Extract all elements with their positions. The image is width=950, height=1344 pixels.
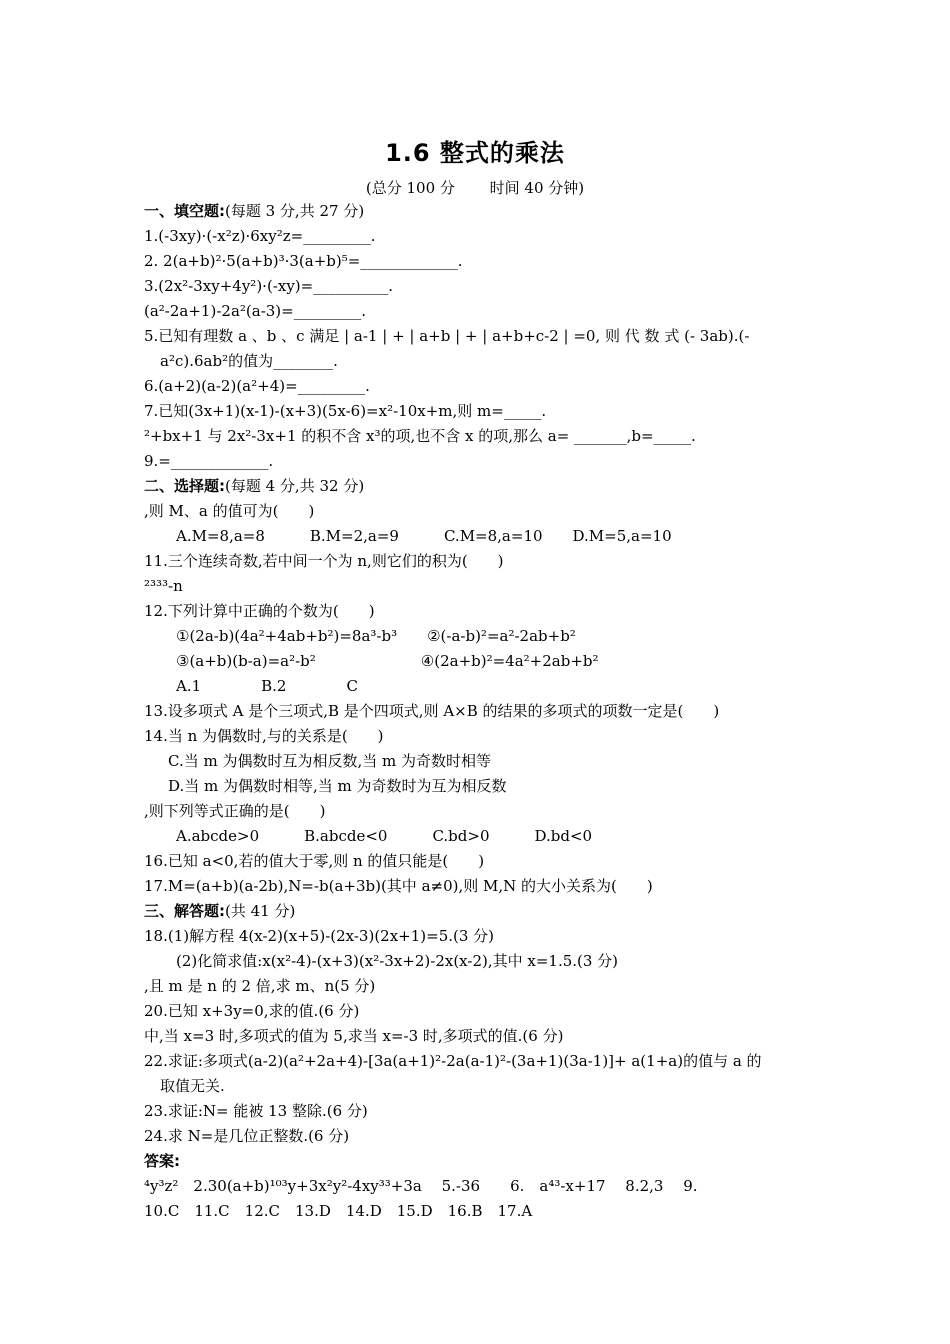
question-1: 1.(-3xy)·(-x²z)·6xy²z=_________. — [144, 227, 376, 245]
question-5-continued: a²c).6ab²的值为________. — [160, 352, 338, 370]
section-heading-choice — [144, 476, 364, 496]
section-heading-note: (每题 3 分,共 27 分) — [225, 202, 365, 220]
question-12-options: A.1 B.2 C — [176, 677, 358, 695]
answers-line-1: ⁴y³z² 2.30(a+b)¹⁰³y+3x²y²-4xy³³+3a 5.-36 6. a⁴³-x+17 8.2,3 9. — [144, 1177, 698, 1195]
question-4: (a²-2a+1)-2a²(a-3)=_________. — [144, 302, 366, 320]
question-14-option-d: D.当 m 为偶数时相等,当 m 为奇数时为互为相反数 — [168, 777, 507, 795]
question-11-fragment: ²³³³-n — [144, 577, 183, 595]
question-14: 14.当 n 为偶数时,与的关系是( ) — [144, 727, 384, 745]
question-10: ,则 M、a 的值可为( ) — [144, 502, 315, 520]
question-17: 17.M=(a+b)(a-2b),N=-b(a+3b)(其中 a≠0),则 M,N 的大小关系为( ) — [144, 877, 653, 895]
question-19: ,且 m 是 n 的 2 倍,求 m、n(5 分) — [144, 977, 376, 995]
question-12-items-2: ③(a+b)(b-a)=a²-b² ④(2a+b)²=4a²+2ab+b² — [176, 652, 599, 670]
question-21: 中,当 x=3 时,多项式的值为 5,求当 x=-3 时,多项式的值.(6 分) — [144, 1027, 564, 1045]
question-13: 13.设多项式 A 是个三项式,B 是个四项式,则 A×B 的结果的多项式的项数一定是( ) — [144, 702, 720, 720]
question-15: ,则下列等式正确的是( ) — [144, 802, 326, 820]
question-8: ²+bx+1 与 2x²-3x+1 的积不含 x³的项,也不含 x 的项,那么 a= _______,b=_____. — [144, 427, 696, 445]
question-5: 5.已知有理数 a 、b 、c 满足 | a-1 | + | a+b | + | a+b+c-2 | =0, 则 代 数 式 (- 3ab).(- — [144, 327, 750, 345]
question-3: 3.(2x²-3xy+4y²)·(-xy)=__________. — [144, 277, 393, 295]
section-heading-note: (共 41 分) — [225, 902, 296, 920]
question-12-items-1: ①(2a-b)(4a²+4ab+b²)=8a³-b³ ②(-a-b)²=a²-2ab+b² — [176, 627, 576, 645]
page-title: 1.6 整式的乘法 — [385, 139, 565, 167]
section-heading-fill-in — [144, 201, 364, 221]
question-20: 20.已知 x+3y=0,求的值.(6 分) — [144, 1002, 360, 1020]
question-2: 2. 2(a+b)²·5(a+b)³·3(a+b)⁵=_____________. — [144, 252, 463, 270]
section-heading-note: (每题 4 分,共 32 分) — [225, 477, 365, 495]
section-heading-label: 二、选择题: — [144, 477, 225, 495]
section-heading-label: 三、解答题: — [144, 902, 225, 920]
page-subtitle: (总分 100 分 时间 40 分钟) — [365, 179, 585, 197]
question-7: 7.已知(3x+1)(x-1)-(x+3)(5x-6)=x²-10x+m,则 m=_____. — [144, 402, 547, 420]
section-heading-solve — [144, 901, 295, 921]
question-18-part-1: 18.(1)解方程 4(x-2)(x+5)-(2x-3)(2x+1)=5.(3 分) — [144, 927, 495, 945]
question-10-options: A.M=8,a=8 B.M=2,a=9 C.M=8,a=10 D.M=5,a=10 — [176, 527, 672, 545]
answers-line-2: 10.C 11.C 12.C 13.D 14.D 15.D 16.B 17.A — [144, 1202, 533, 1220]
question-6: 6.(a+2)(a-2)(a²+4)=_________. — [144, 377, 370, 395]
section-heading-label: 一、填空题: — [144, 202, 225, 220]
question-14-option-c: C.当 m 为偶数时互为相反数,当 m 为奇数时相等 — [168, 752, 491, 770]
question-22-continued: 取值无关. — [160, 1077, 225, 1095]
question-18-part-2: (2)化简求值:x(x²-4)-(x+3)(x²-3x+2)-2x(x-2),其中 x=1.5.(3 分) — [176, 952, 619, 970]
question-11: 11.三个连续奇数,若中间一个为 n,则它们的积为( ) — [144, 552, 504, 570]
answers-heading: 答案: — [144, 1152, 180, 1170]
question-22: 22.求证:多项式(a-2)(a²+2a+4)-[3a(a+1)²-2a(a-1)²-(3a+1)(3a-1)]+ a(1+a)的值与 a 的 — [144, 1052, 762, 1070]
question-15-options: A.abcde>0 B.abcde<0 C.bd>0 D.bd<0 — [176, 827, 593, 845]
question-12: 12.下列计算中正确的个数为( ) — [144, 602, 375, 620]
question-16: 16.已知 a<0,若的值大于零,则 n 的值只能是( ) — [144, 852, 485, 870]
question-9: 9.=_____________. — [144, 452, 274, 470]
question-24: 24.求 N=是几位正整数.(6 分) — [144, 1127, 350, 1145]
question-23: 23.求证:N= 能被 13 整除.(6 分) — [144, 1102, 368, 1120]
